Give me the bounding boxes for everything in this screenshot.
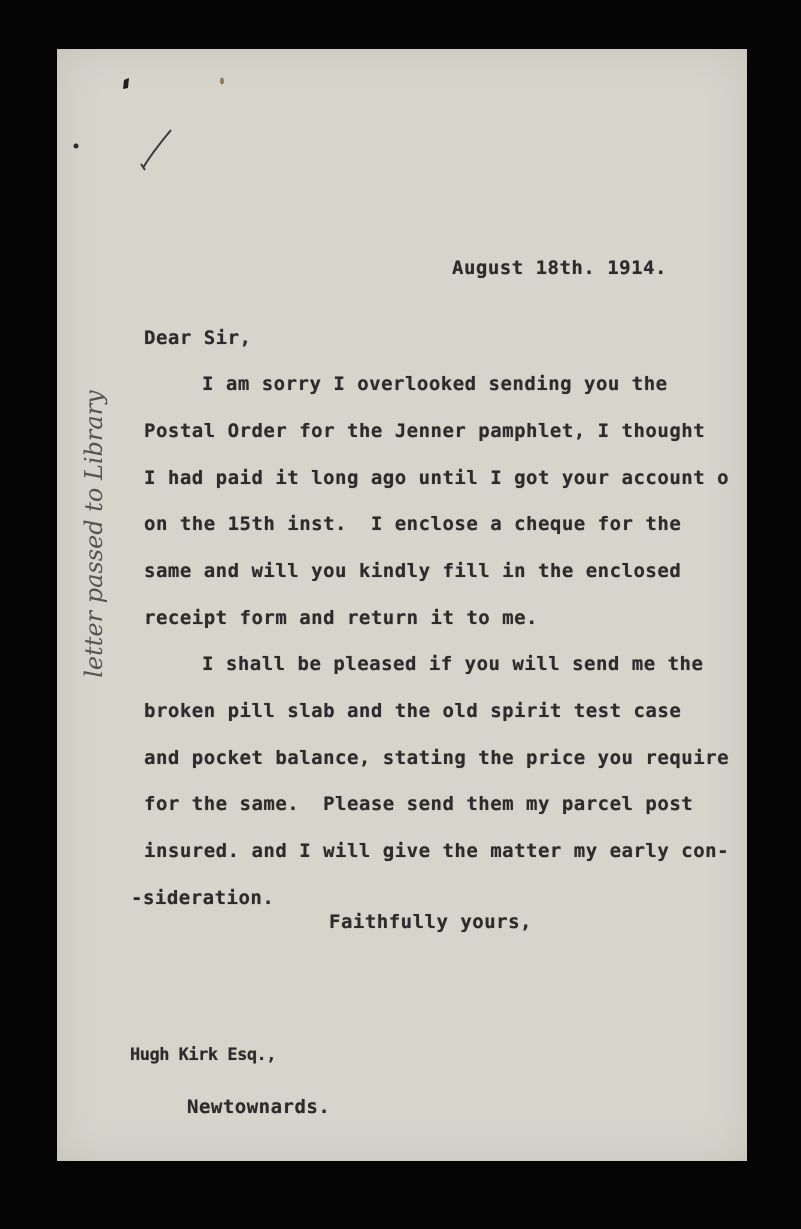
letter-body-line: broken pill slab and the old spirit test case [144,700,682,722]
letter-salutation: Dear Sir, [144,327,252,349]
tick-mark-icon [137,124,177,174]
dot-mark-icon [217,75,227,87]
dot-mark-icon [71,141,81,151]
letter-body-line: I am sorry I overlooked sending you the [202,373,668,395]
letter-page [57,49,747,1161]
letter-date: August 18th. 1914. [452,257,667,279]
letter-body-line: insured. and I will give the matter my early con- [144,840,730,862]
letter-body-line: on the 15th inst. I enclose a cheque for the [144,513,682,535]
letter-body-line: and pocket balance, stating the price you require [144,747,730,769]
letter-body-line: -sideration. [131,887,275,909]
margin-note: letter passed to Library [80,390,108,678]
recipient-name: Hugh Kirk Esq., [130,1045,277,1065]
letter-closing: Faithfully yours, [329,911,532,933]
letter-body-line: I shall be pleased if you will send me the [202,653,704,675]
letter-body-line: Postal Order for the Jenner pamphlet, I thought [144,420,706,442]
letter-body-line: for the same. Please send them my parcel post [144,793,694,815]
letter-body-line: receipt form and return it to me. [144,607,538,629]
ink-mark-icon [117,74,137,94]
letter-body-line: I had paid it long ago until I got your account o [144,467,730,489]
recipient-town: Newtownards. [187,1096,331,1118]
letter-body-line: same and will you kindly fill in the enclosed [144,560,682,582]
